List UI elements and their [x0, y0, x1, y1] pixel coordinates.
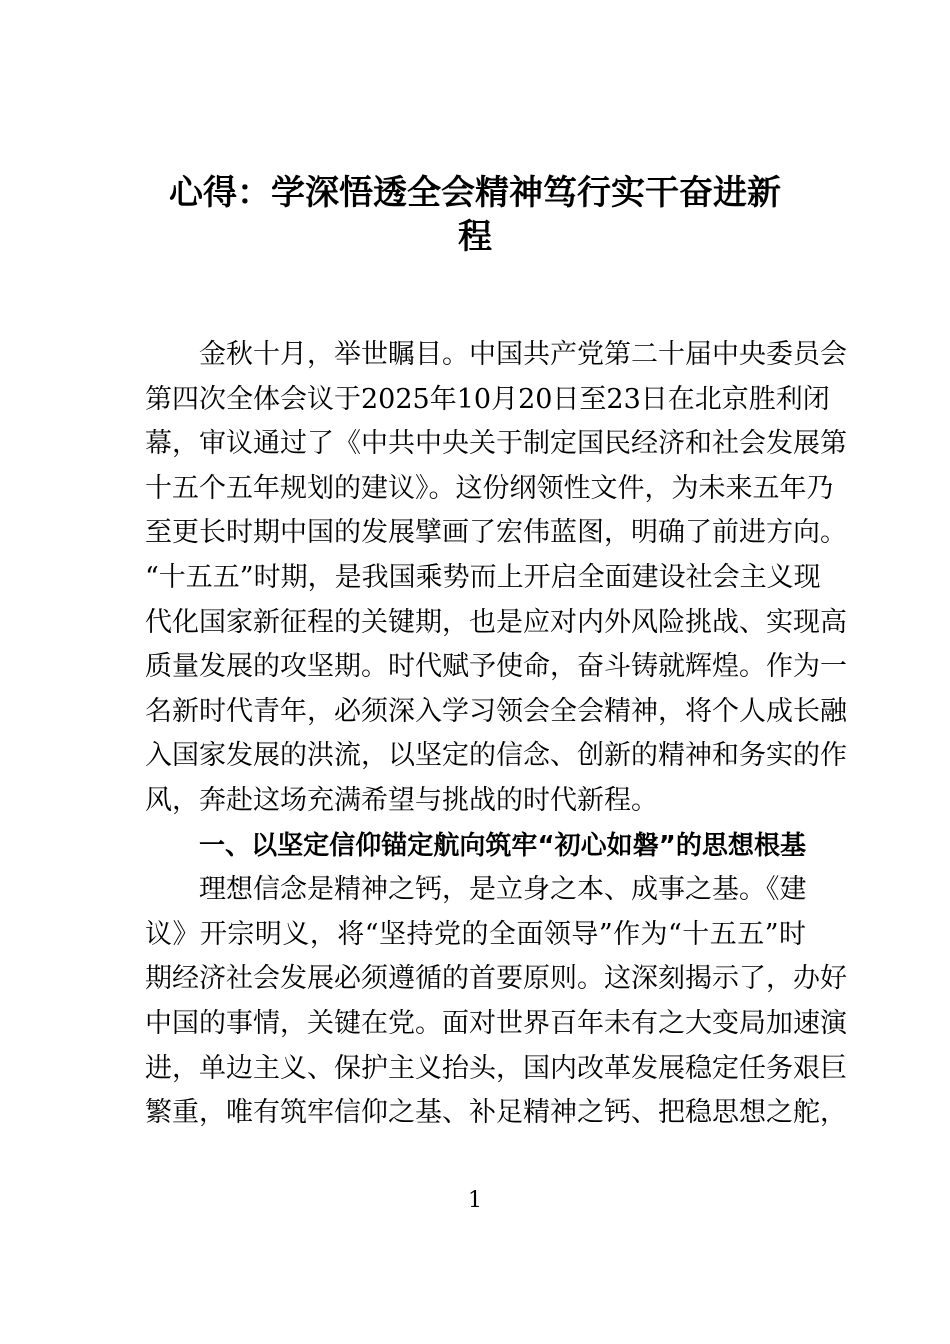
paragraph-1 [145, 333, 847, 824]
text-line: 风，奔赴这场充满希望与挑战的时代新程。 [145, 784, 658, 816]
document-body [145, 333, 847, 1136]
text-line: 理想信念是精神之钙，是立身之本、成事之基。《建 [199, 874, 807, 906]
section-heading: 一、以坚定信仰锚定航向筑牢“初心如磐”的思想根基 [199, 830, 806, 861]
text-line: 金秋十月，举世瞩目。中国共产党第二十届中央委员会 [199, 339, 847, 370]
text-line: 十五个五年规划的建议》。这份纲领性文件，为未来五年乃 [145, 472, 834, 504]
document-title-line-1: 心得：学深悟透全会精神笃行实干奋进新 [169, 173, 781, 213]
page-number: 1 [468, 1188, 482, 1213]
text-line: 入国家发展的洪流，以坚定的信念、创新的精神和务实的作 [145, 740, 847, 772]
text-line: 议》开宗明义，将“坚持党的全面领导”作为“十五五”时 [145, 918, 806, 950]
text-line: “十五五”时期，是我国乘势而上开启全面建设社会主义现 [145, 561, 821, 593]
text-line: 繁重，唯有筑牢信仰之基、补足精神之钙、把稳思想之舵， [145, 1097, 847, 1129]
text-line: 幕，审议通过了《中共中央关于制定国民经济和社会发展第 [145, 428, 847, 460]
text-line: 至更长时期中国的发展擘画了宏伟蓝图，明确了前进方向。 [145, 517, 847, 549]
document-title-line-2: 程 [458, 217, 492, 257]
text-line: 名新时代青年，必须深入学习领会全会精神，将个人成长融 [145, 695, 847, 727]
paragraph-2 [145, 868, 847, 1136]
text-line: 第四次全体会议于2025年10月20日至23日在北京胜利闭 [145, 383, 830, 415]
text-line: 代化国家新征程的关键期，也是应对内外风险挑战、实现高 [145, 606, 847, 638]
text-line: 质量发展的攻坚期。时代赋予使命，奋斗铸就辉煌。作为一 [145, 651, 847, 683]
text-line: 进，单边主义、保护主义抬头，国内改革发展稳定任务艰巨 [145, 1052, 847, 1084]
text-line: 期经济社会发展必须遵循的首要原则。这深刻揭示了，办好 [145, 963, 847, 995]
text-line: 中国的事情，关键在党。面对世界百年未有之大变局加速演 [145, 1007, 847, 1039]
